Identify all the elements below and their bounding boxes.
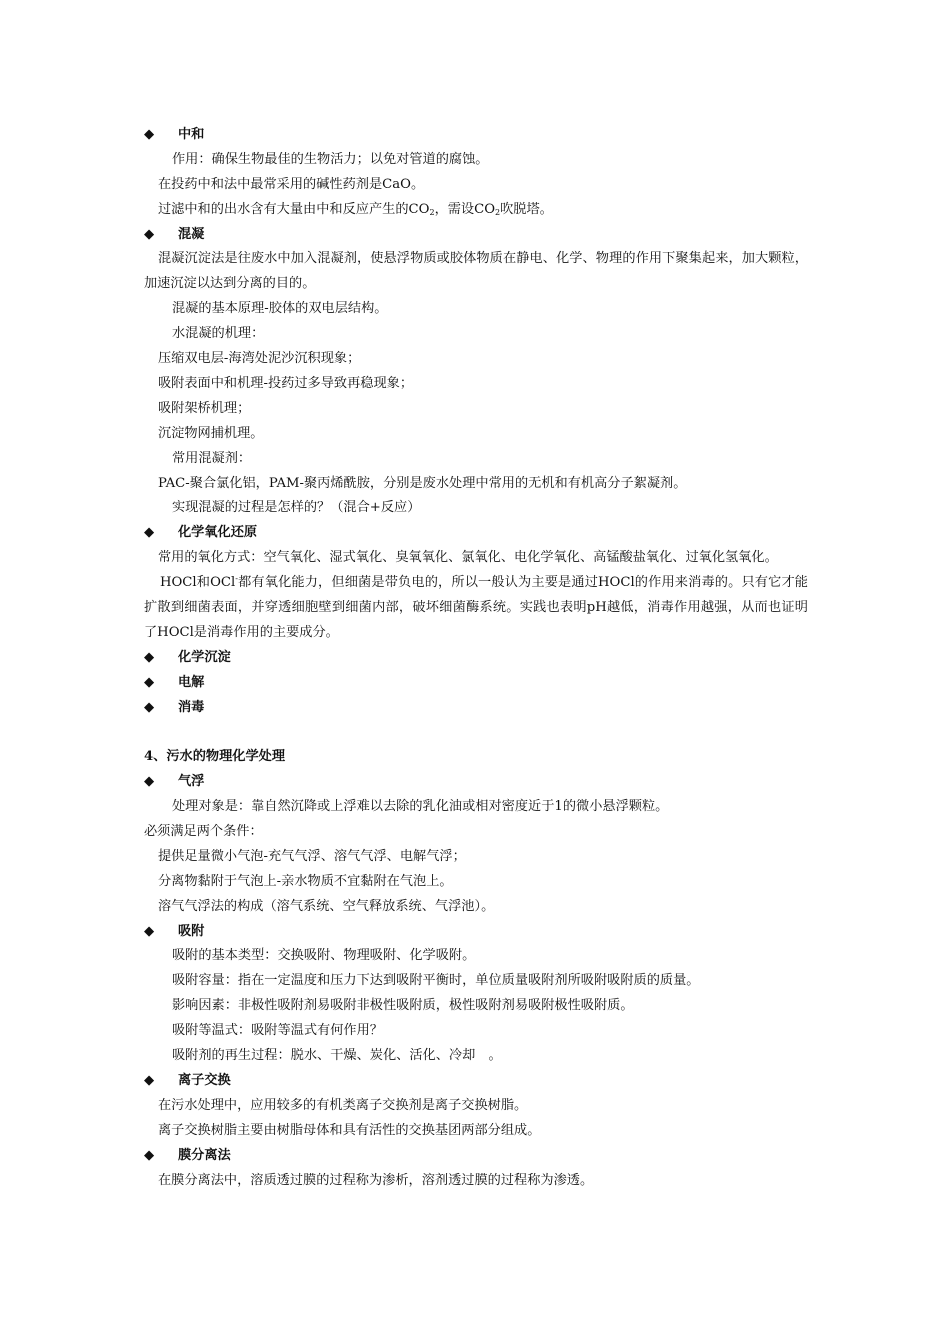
heading-electrolysis: ◆ 电解 bbox=[144, 671, 808, 696]
paragraph: 实现混凝的过程是怎样的？（混合+反应） bbox=[172, 500, 421, 516]
paragraph: 作用：确保生物最佳的生物活力；以免对管道的腐蚀。 bbox=[172, 151, 489, 167]
bullet-diamond-icon: ◆ bbox=[144, 774, 155, 790]
heading-adsorption: ◆ 吸附 bbox=[144, 920, 808, 945]
paragraph: 必须满足两个条件： bbox=[144, 824, 263, 840]
list-item: 压缩双电层-海湾处泥沙沉积现象； bbox=[158, 351, 361, 367]
paragraph: 混凝的基本原理-胶体的双电层结构。 bbox=[172, 301, 388, 317]
bullet-diamond-icon: ◆ bbox=[144, 699, 155, 715]
paragraph: 离子交换树脂主要由树脂母体和具有活性的交换基团两部分组成。 bbox=[158, 1122, 541, 1138]
paragraph: 在投药中和法中最常采用的碱性药剂是CaO。 bbox=[158, 176, 425, 192]
bullet-diamond-icon: ◆ bbox=[144, 127, 155, 142]
list-item: 沉淀物网捕机理。 bbox=[158, 425, 264, 441]
heading-chemical-precipitation: ◆ 化学沉淀 bbox=[144, 646, 808, 671]
bullet-diamond-icon: ◆ bbox=[144, 923, 155, 939]
heading-disinfection: ◆ 消毒 bbox=[144, 696, 808, 721]
heading-coagulation: ◆ 混凝 bbox=[144, 223, 808, 248]
bullet-diamond-icon: ◆ bbox=[144, 649, 155, 665]
bullet-diamond-icon: ◆ bbox=[144, 1147, 155, 1163]
heading-membrane: ◆ 膜分离法 bbox=[144, 1144, 808, 1169]
paragraph: 常用混凝剂： bbox=[172, 450, 252, 466]
paragraph: 溶气气浮法的构成（溶气系统、空气释放系统、气浮池）。 bbox=[158, 898, 495, 914]
document-page bbox=[144, 123, 808, 1193]
spacer bbox=[144, 720, 808, 745]
bullet-diamond-icon: ◆ bbox=[144, 674, 155, 690]
paragraph: 常用的氧化方式：空气氧化、湿式氧化、臭氧氧化、氯氧化、电化学氧化、高锰酸盐氧化、过氧化氢氧化。 bbox=[158, 550, 778, 566]
paragraph: 吸附等温式：吸附等温式有何作用？ bbox=[172, 1023, 383, 1039]
paragraph: 水混凝的机理： bbox=[172, 326, 265, 342]
heading-ion-exchange: ◆ 离子交换 bbox=[144, 1069, 808, 1094]
heading-oxidation: ◆ 化学氧化还原 bbox=[144, 521, 808, 546]
paragraph: 在污水处理中，应用较多的有机类离子交换剂是离子交换树脂。 bbox=[158, 1097, 528, 1113]
list-item: 吸附架桥机理； bbox=[158, 400, 251, 416]
list-item: 分离物黏附于气泡上-亲水物质不宜黏附在气泡上。 bbox=[158, 873, 453, 889]
paragraph: 吸附剂的再生过程：脱水、干燥、炭化、活化、冷却 。 bbox=[172, 1048, 502, 1064]
heading-flotation: ◆ 气浮 bbox=[144, 770, 808, 795]
paragraph: 混凝沉淀法是往废水中加入混凝剂，使悬浮物质或胶体物质在静电、化学、物理的作用下聚集起来，加大颗粒，加速沉淀以达到分离的目的。 bbox=[144, 251, 808, 292]
heading-neutralize: ◆ 中和 bbox=[144, 123, 808, 148]
paragraph: 吸附容量：指在一定温度和压力下达到吸附平衡时，单位质量吸附剂所吸附吸附质的质量。 bbox=[172, 973, 700, 989]
paragraph: 吸附的基本类型：交换吸附、物理吸附、化学吸附。 bbox=[172, 948, 476, 964]
paragraph: HOCl和OCl-都有氧化能力，但细菌是带负电的，所以一般认为主要是通过HOCl的作用来消毒的。只有它才能扩散到细菌表面，并穿透细胞壁到细菌内部，破坏细菌酶系统。实践也表明pH越低，消毒作用越强，从而也证明了HOCl是消毒作用的主要成分。 bbox=[144, 574, 808, 640]
bullet-diamond-icon: ◆ bbox=[144, 226, 155, 242]
paragraph: PAC-聚合氯化铝，PAM-聚丙烯酰胺，分别是废水处理中常用的无机和有机高分子絮凝剂。 bbox=[158, 475, 687, 491]
section-title: 4、污水的物理化学处理 bbox=[144, 749, 286, 765]
list-item: 提供足量微小气泡-充气气浮、溶气气浮、电解气浮； bbox=[158, 848, 466, 864]
paragraph: 影响因素：非极性吸附剂易吸附非极性吸附质，极性吸附剂易吸附极性吸附质。 bbox=[172, 998, 634, 1014]
paragraph: 处理对象是：靠自然沉降或上浮难以去除的乳化油或相对密度近于1的微小悬浮颗粒。 bbox=[172, 799, 669, 815]
bullet-diamond-icon: ◆ bbox=[144, 525, 155, 541]
paragraph: 在膜分离法中，溶质透过膜的过程称为渗析，溶剂透过膜的过程称为渗透。 bbox=[158, 1172, 594, 1188]
list-item: 吸附表面中和机理-投药过多导致再稳现象； bbox=[158, 375, 414, 391]
paragraph: 过滤中和的出水含有大量由中和反应产生的$CO_2$，需设$CO_2$吹脱塔。 bbox=[158, 201, 553, 217]
bullet-diamond-icon: ◆ bbox=[144, 1072, 155, 1088]
